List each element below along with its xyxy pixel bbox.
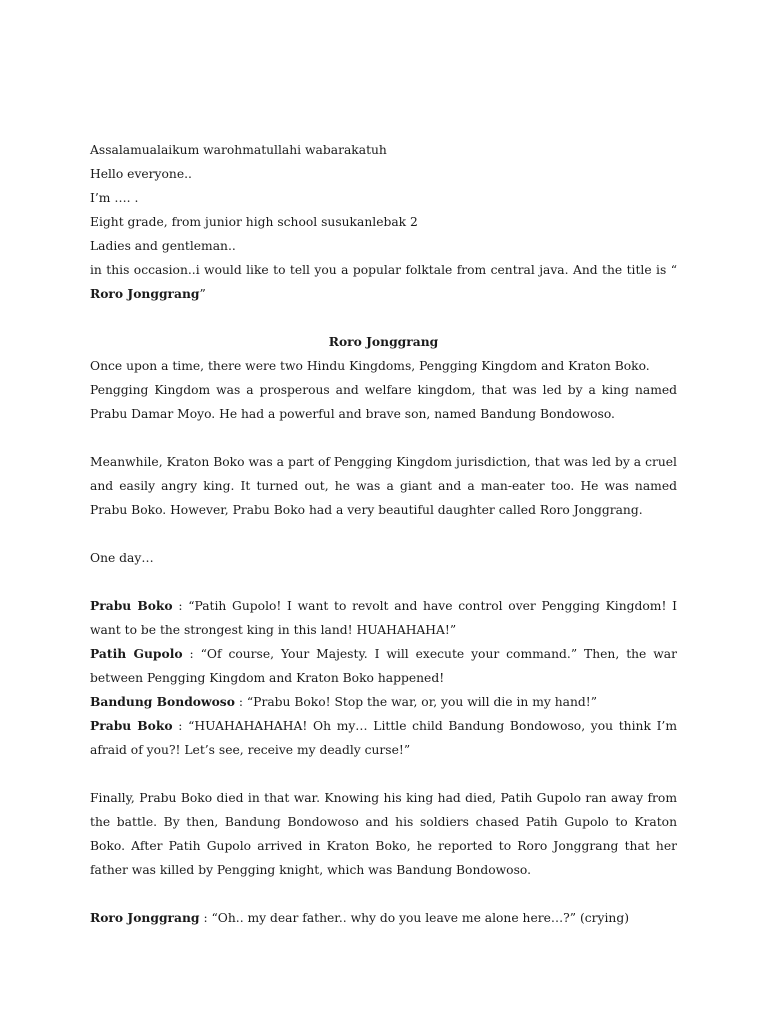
speaker-name: Prabu Boko — [90, 598, 173, 613]
story-paragraph-4: One day… — [90, 551, 154, 565]
dialogue-text: : “Prabu Boko! Stop the war, or, you will die in my hand!” — [234, 695, 597, 709]
greeting-line: Assalamualaikum warohmatullahi wabarakatuh — [90, 143, 387, 157]
spacer — [90, 426, 677, 450]
story-paragraph-3: Meanwhile, Kraton Boko was a part of Pengging Kingdom jurisdiction, that was led by a cruel and easily angry king. It turned out, he was a giant and a man-eater too. He was named Prabu Boko. However, Prabu Boko had a very beautiful daughter called Roro Jonggrang. — [90, 455, 677, 517]
dialogue-text: : “Oh.. my dear father.. why do you leave me alone here…?” (crying) — [199, 911, 629, 925]
dialogue-line-1 — [90, 594, 677, 642]
dialogue-text: : “Of course, Your Majesty. I will execute your command.” Then, the war between Pengging Kingdom and Kraton Boko happened! — [90, 647, 678, 685]
address-line: Ladies and gentleman.. — [90, 239, 236, 253]
dialogue-line-3 — [90, 690, 677, 714]
dialogue-line-4 — [90, 714, 677, 762]
dialogue-text: : “HUAHAHAHAHA! Oh my… Little child Bandung Bondowoso, you think I’m afraid of you?! Let’s see, receive my deadly curse!” — [90, 719, 677, 757]
spacer — [90, 762, 677, 786]
name-line: I’m …. . — [90, 191, 139, 205]
speaker-name: Roro Jonggrang — [90, 910, 200, 925]
story-paragraph-1: Once upon a time, there were two Hindu Kingdoms, Pengging Kingdom and Kraton Boko. — [90, 359, 650, 373]
occasion-paragraph — [90, 258, 677, 306]
spacer — [90, 882, 677, 906]
dialogue-text: : “Patih Gupolo! I want to revolt and have control over Pengging Kingdom! I want to be the strongest king in this land! HUAHAHAHA!” — [90, 599, 677, 637]
occasion-title: Roro Jonggrang — [90, 286, 200, 301]
occasion-text: in this occasion..i would like to tell you a popular folktale from central java. And the title is “ — [90, 263, 677, 277]
spacer — [90, 306, 677, 330]
spacer — [90, 522, 677, 546]
story-title — [90, 330, 677, 354]
story-paragraph-5: Finally, Prabu Boko died in that war. Knowing his king had died, Patih Gupolo ran away from the battle. By then, Bandung Bondowoso and his soldiers chased Patih Gupolo to Kraton Boko. After Patih Gupolo arrived in Kraton Boko, he reported to Roro Jonggrang that her father was killed by Pengging knight, which was Bandung Bondowoso. — [90, 791, 677, 877]
occasion-close-quote: ” — [199, 287, 206, 301]
document-page — [90, 138, 677, 930]
speaker-name: Bandung Bondowoso — [90, 694, 235, 709]
speaker-name: Prabu Boko — [90, 718, 173, 733]
hello-line: Hello everyone.. — [90, 167, 192, 181]
dialogue-line-5 — [90, 906, 677, 930]
story-paragraph-2: Pengging Kingdom was a prosperous and welfare kingdom, that was led by a king named Prabu Damar Moyo. He had a powerful and brave son, named Bandung Bondowoso. — [90, 383, 677, 421]
spacer — [90, 570, 677, 594]
dialogue-line-2 — [90, 642, 677, 690]
grade-line: Eight grade, from junior high school susukanlebak 2 — [90, 215, 418, 229]
speaker-name: Patih Gupolo — [90, 646, 183, 661]
story-title-text: Roro Jonggrang — [328, 334, 439, 349]
